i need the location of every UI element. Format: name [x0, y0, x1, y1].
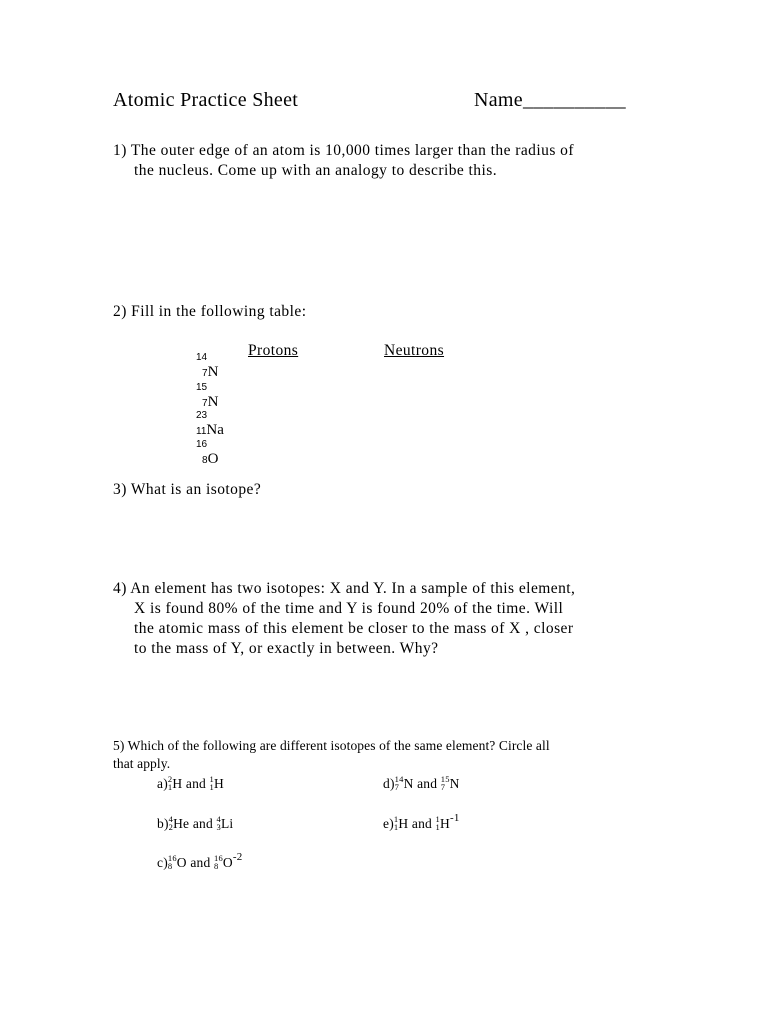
- question-5-line-2: that apply.: [113, 756, 171, 771]
- atomic-number: 3: [216, 822, 221, 832]
- isotope-numbers: [441, 775, 450, 791]
- atomic-number: 8: [202, 455, 208, 466]
- mass-number: 16: [196, 439, 208, 450]
- element-symbol: H: [398, 816, 409, 831]
- isotope-numbers: [210, 775, 214, 791]
- and-text: and: [408, 816, 436, 831]
- option-prefix: d): [383, 776, 395, 791]
- element-symbol: N: [403, 776, 414, 791]
- atomic-number: 7: [440, 782, 446, 792]
- atomic-number: 8: [214, 861, 219, 871]
- option-c: [157, 851, 243, 871]
- mass-number: 1: [393, 814, 399, 824]
- question-4-line-3: the atomic mass of this element be closer to the mass of X , closer: [134, 620, 574, 637]
- ion-charge: -2: [232, 851, 243, 863]
- option-d: [383, 776, 460, 792]
- mass-number: 16: [214, 853, 223, 863]
- question-1: [113, 141, 574, 181]
- nuclide-row: [196, 439, 219, 468]
- mass-number: 1: [435, 814, 440, 824]
- table-header-protons: Protons: [248, 342, 299, 359]
- atomic-number: 7: [394, 782, 400, 792]
- option-prefix: b): [157, 816, 169, 831]
- question-4-line-1: 4) An element has two isotopes: X and Y. In a sample of this element,: [113, 580, 576, 597]
- isotope-numbers: [214, 854, 223, 870]
- isotope-numbers: [168, 854, 177, 870]
- ion-charge: -1: [449, 812, 460, 824]
- isotope-numbers: [169, 815, 173, 831]
- question-5: [113, 737, 550, 773]
- isotope-numbers: [395, 775, 404, 791]
- isotope-numbers: [217, 815, 221, 831]
- atomic-number: 8: [167, 861, 173, 871]
- mass-number: 15: [196, 382, 208, 393]
- element-symbol: N: [207, 394, 219, 410]
- mass-number: 4: [168, 814, 174, 824]
- and-text: and: [186, 855, 214, 870]
- question-2: 2) Fill in the following table:: [113, 303, 307, 320]
- element-symbol: O: [222, 855, 233, 870]
- question-4-line-2: X is found 80% of the time and Y is found 20% of the time. Will: [134, 600, 564, 617]
- and-text: and: [182, 776, 210, 791]
- atomic-number: 2: [168, 822, 174, 832]
- element-symbol: N: [207, 364, 219, 380]
- page-title: Atomic Practice Sheet: [113, 89, 299, 111]
- option-prefix: c): [157, 855, 168, 870]
- option-a: [157, 776, 224, 792]
- mass-number: 14: [394, 774, 404, 784]
- option-prefix: e): [383, 816, 394, 831]
- element-symbol: N: [449, 776, 460, 791]
- question-5-line-1: 5) Which of the following are different isotopes of the same element? Circle all: [113, 738, 550, 753]
- atomic-number: 1: [167, 782, 173, 792]
- isotope-numbers: [394, 815, 398, 831]
- option-e: [383, 812, 460, 832]
- and-text: and: [413, 776, 441, 791]
- question-4: [113, 579, 575, 659]
- atomic-number: 1: [209, 782, 214, 792]
- atomic-number: 11: [196, 426, 207, 437]
- mass-number: 1: [209, 774, 214, 784]
- isotope-numbers: [168, 775, 172, 791]
- nuclide-row: [196, 382, 219, 411]
- question-1-line-2: the nucleus. Come up with an analogy to describe this.: [134, 162, 498, 179]
- atomic-number: 7: [202, 398, 208, 409]
- element-symbol: O: [207, 451, 219, 467]
- nuclide-row: [196, 352, 219, 381]
- question-1-line-1: 1) The outer edge of an atom is 10,000 times larger than the radius of: [113, 142, 574, 159]
- mass-number: 15: [440, 774, 450, 784]
- element-symbol: H: [214, 776, 224, 791]
- mass-number: 16: [167, 853, 177, 863]
- atomic-number: 7: [202, 368, 208, 379]
- nuclide-row: [196, 410, 224, 439]
- option-b: [157, 816, 233, 832]
- element-symbol: H: [172, 776, 183, 791]
- table-header-neutrons: Neutrons: [384, 342, 445, 359]
- element-symbol: H: [440, 816, 450, 831]
- mass-number: 23: [196, 410, 208, 421]
- isotope-numbers: [436, 815, 440, 831]
- question-4-line-4: to the mass of Y, or exactly in between. Why?: [134, 640, 439, 657]
- atomic-number: 1: [393, 822, 399, 832]
- mass-number: 14: [196, 352, 208, 363]
- mass-number: 2: [167, 774, 173, 784]
- element-symbol: Na: [206, 422, 224, 438]
- element-symbol: He: [173, 816, 190, 831]
- atomic-number: 1: [435, 822, 440, 832]
- option-prefix: a): [157, 776, 168, 791]
- name-field-label: Name__________: [474, 89, 626, 111]
- element-symbol: Li: [220, 816, 234, 831]
- element-symbol: O: [176, 855, 187, 870]
- and-text: and: [189, 816, 217, 831]
- mass-number: 4: [216, 814, 221, 824]
- question-3: 3) What is an isotope?: [113, 481, 262, 498]
